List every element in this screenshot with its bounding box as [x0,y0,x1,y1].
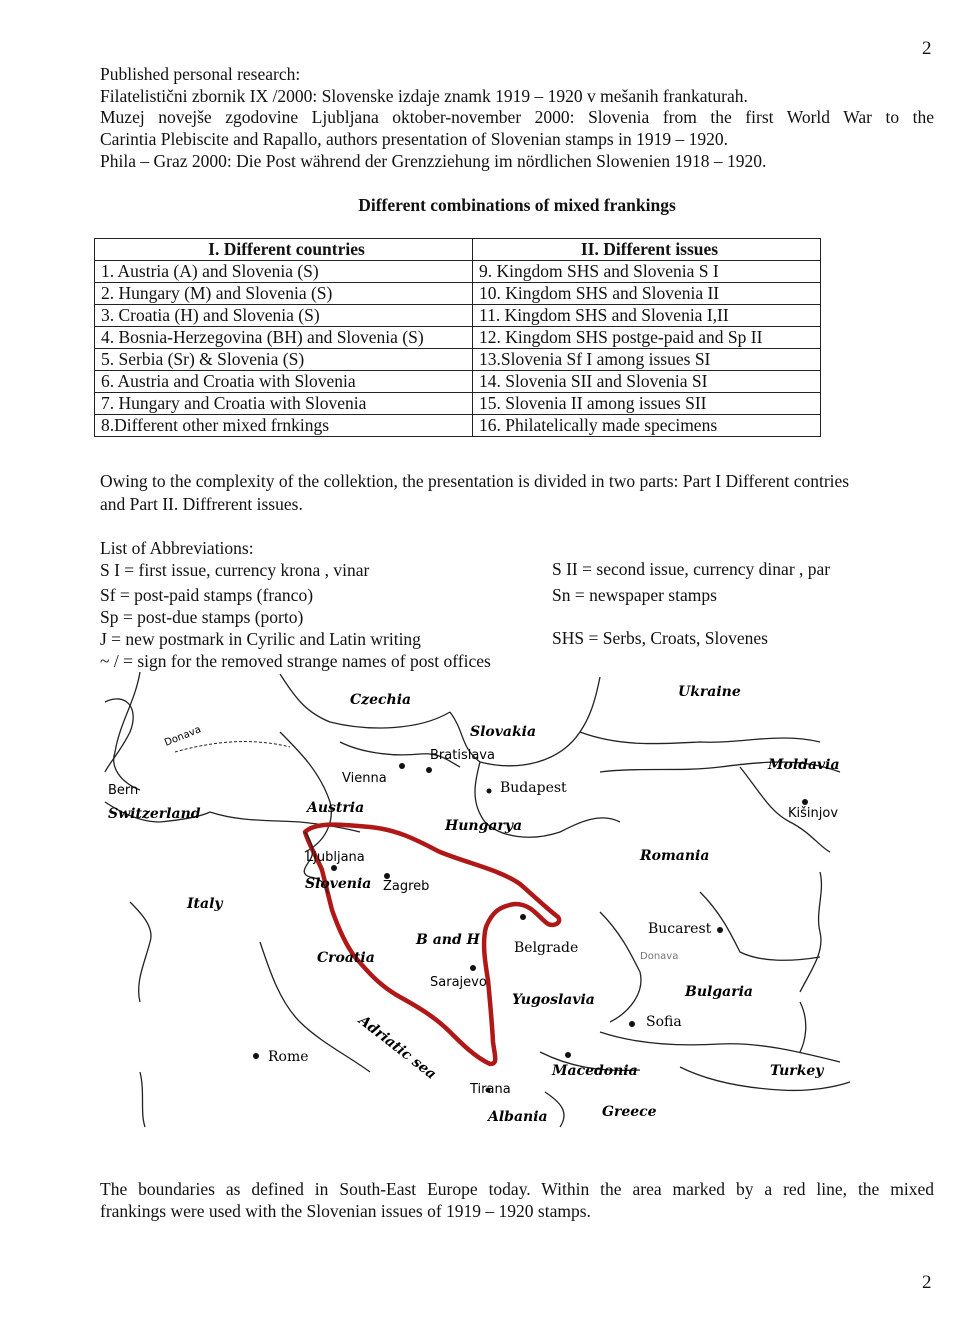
label-slovenia: Slovenia [305,876,372,892]
table-cell: 9. Kingdom SHS and Slovenia S I [473,261,821,283]
table-row [95,393,821,415]
label-croatia: Croatia [317,950,375,966]
label-slovakia: Slovakia [470,724,537,740]
mixed-frankings-table [94,238,821,437]
label-bratislava: Bratislava [430,748,495,763]
abbreviation-item: ~ / = sign for the removed strange names of post offices [100,651,491,671]
label-rome: Rome [268,1049,309,1065]
column-header-issues: II. Different issues [473,239,821,261]
label-belgrade: Belgrade [514,940,579,956]
table-row [95,371,821,393]
intro-line: Filatelistični zbornik IX /2000: Slovenske izdaje znamk 1919 – 1920 v mešanih frankaturah. [100,86,748,106]
paragraph-line: and Part II. Diffrerent issues. [100,494,303,514]
label-romania: Romania [640,848,710,864]
table-cell: 7. Hungary and Croatia with Slovenia [95,393,473,415]
table-row [95,305,821,327]
abbreviation-item: Sf = post-paid stamps (franco) [100,585,314,605]
column-header-countries: I. Different countries [95,239,473,261]
table-cell: 8.Different other mixed frnkings [95,415,473,437]
label-moldavia: Moldavia [768,757,840,773]
map-caption-line: The boundaries as defined in South-East Europe today. Within the area marked by a red line, the mixed [100,1179,934,1199]
label-bucarest: Bucarest [648,921,712,937]
label-austria: Austria [307,800,365,816]
abbreviation-item: SHS = Serbs, Croats, Slovenes [552,628,768,648]
page-number-top: 2 [922,38,932,59]
label-sofia: Sofia [646,1014,682,1030]
table-cell: 11. Kingdom SHS and Slovenia I,II [473,305,821,327]
intro-line: Phila – Graz 2000: Die Post während der Grenzziehung im nördlichen Slowenien 1918 – 1920. [100,151,767,171]
table-cell: 14. Slovenia SII and Slovenia SI [473,371,821,393]
table-cell: 10. Kingdom SHS and Slovenia II [473,283,821,305]
label-sarajevo: Sarajevo [430,975,487,990]
table-cell: 16. Philatelically made specimens [473,415,821,437]
table-row [95,283,821,305]
label-switzerland: Switzerland [108,806,201,822]
table-row [95,349,821,371]
intro-line: Carintia Plebiscite and Rapallo, authors presentation of Slovenian stamps in 1919 – 1920. [100,129,728,149]
table-cell: 1. Austria (A) and Slovenia (S) [95,261,473,283]
label-ljubljana: Ljubljana [306,850,365,865]
label-adriatic-sea: Adriatic sea [355,1012,440,1083]
danube-river [175,742,290,752]
abbreviations-title: List of Abbreviations: [100,538,254,558]
table-cell: 5. Serbia (Sr) & Slovenia (S) [95,349,473,371]
table-cell: 4. Bosnia-Herzegovina (BH) and Slovenia (S) [95,327,473,349]
label-danube: Donava [163,724,203,749]
abbreviation-item: S I = first issue, currency krona , vinar [100,560,370,580]
label-ukraine: Ukraine [678,684,741,700]
table-header-row [95,239,821,261]
label-hungarya: Hungarya [445,818,523,834]
table-row [95,327,821,349]
table-cell: 13.Slovenia Sf I among issues SI [473,349,821,371]
table-cell: 3. Croatia (H) and Slovenia (S) [95,305,473,327]
label-macedonia: Macedonia [552,1063,638,1079]
label-greece: Greece [602,1104,657,1120]
abbreviation-item: S II = second issue, currency dinar , par [552,559,831,579]
abbreviation-item: Sp = post-due stamps (porto) [100,607,304,627]
label-czechia: Czechia [350,692,412,708]
label-dunava: Donava [640,951,679,962]
europe-map [100,672,860,1132]
intro-heading: Published personal research: [100,64,301,84]
intro-line: Muzej novejše zgodovine Ljubljana oktober-november 2000: Slovenia from the first World War to the [100,107,934,127]
label-turkey: Turkey [770,1063,824,1079]
abbreviation-item: J = new postmark in Cyrilic and Latin writing [100,629,421,649]
label-bandh: B and H [416,932,480,948]
label-vienna: Vienna [342,771,387,786]
page-number-bottom: 2 [922,1272,932,1293]
label-yugoslavia: Yugoslavia [512,992,595,1008]
table-row [95,415,821,437]
table-cell: 6. Austria and Croatia with Slovenia [95,371,473,393]
table-row [95,261,821,283]
paragraph-line: Owing to the complexity of the collektion, the presentation is divided in two parts: Part I Different contries [100,471,850,491]
table-title: Different combinations of mixed frankings [358,195,676,215]
label-budapest: Budapest [500,780,567,796]
label-kisinjov: Kišinjov [788,806,839,821]
table-cell: 15. Slovenia II among issues SII [473,393,821,415]
label-tirana: Tirana [470,1082,511,1097]
label-italy: Italy [187,896,223,912]
table-cell: 2. Hungary (M) and Slovenia (S) [95,283,473,305]
abbreviation-item: Sn = newspaper stamps [552,585,717,605]
label-albania: Albania [488,1109,548,1125]
table-cell: 12. Kingdom SHS postge-paid and Sp II [473,327,821,349]
label-bern: Bern [108,783,139,798]
map-caption-line: frankings were used with the Slovenian issues of 1919 – 1920 stamps. [100,1201,591,1221]
label-bulgaria: Bulgaria [685,984,753,1000]
label-zagreb: Zagreb [383,879,430,894]
